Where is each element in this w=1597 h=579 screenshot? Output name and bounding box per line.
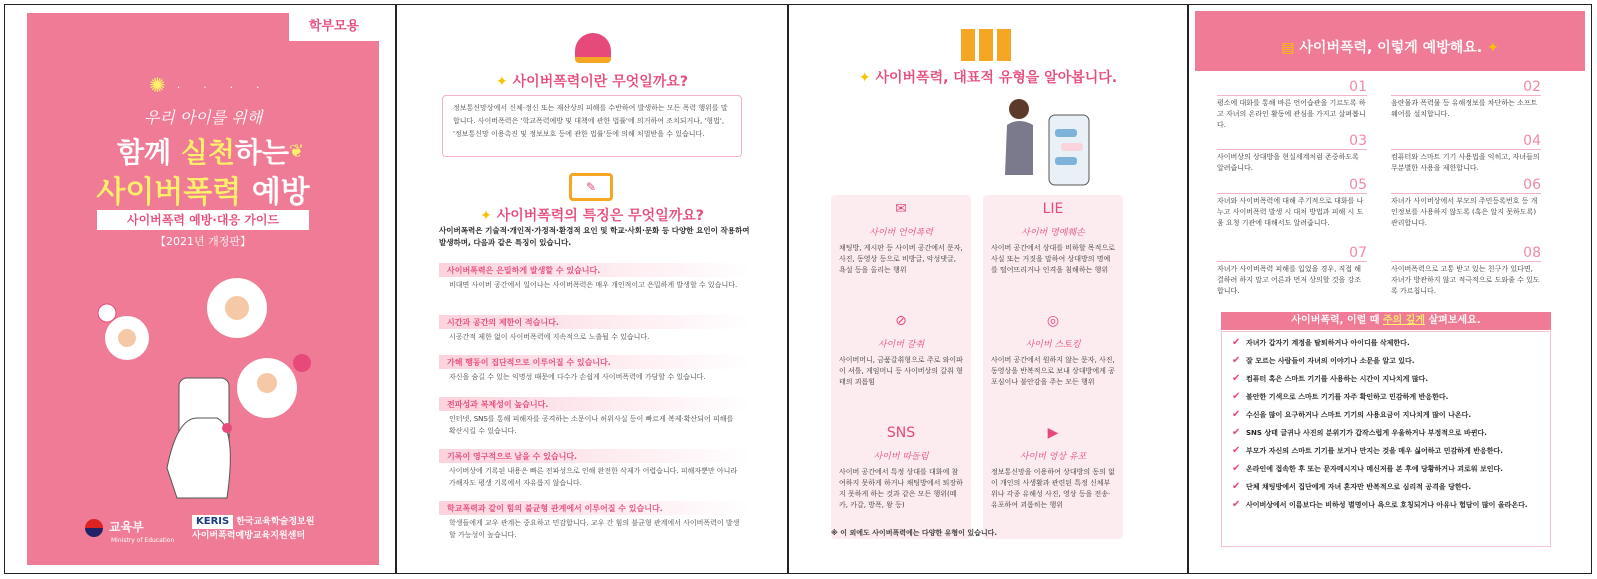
keris-name: 한국교육학술정보원 bbox=[236, 517, 315, 527]
heading-types bbox=[789, 67, 1187, 87]
warning-sign bbox=[1232, 392, 1540, 403]
lie-icon: LIE bbox=[1042, 201, 1064, 217]
check-icon: ✔ bbox=[1232, 481, 1241, 492]
tip-item bbox=[1217, 245, 1367, 297]
tip-item bbox=[1391, 245, 1541, 297]
type-desc: 사이버 공간에서 원하지 않는 문자, 사진, 동영상을 반복적으로 보내 상대방에게 공포심이나 불안감을 주는 모든 행위 bbox=[991, 356, 1115, 386]
feature-item bbox=[439, 263, 751, 293]
title-text: 함께 bbox=[116, 136, 181, 169]
type-card bbox=[983, 307, 1123, 427]
warning-sign bbox=[1232, 482, 1540, 493]
no-wifi-icon: ⊘ bbox=[895, 313, 907, 329]
feature-body: 인터넷, SNS를 통해 피해자를 공격하는 소문이나 허위사실 등이 빠르게 복제·확산되어 피해를 확산시킬 수 있습니다. bbox=[449, 415, 734, 435]
tip-number: 02 bbox=[1391, 79, 1541, 96]
camera-icon: ◎ bbox=[1046, 313, 1060, 329]
sign-text: 불안한 기색으로 스마트 기기를 자주 확인하고 민감하게 반응한다. bbox=[1246, 393, 1449, 401]
header-highlight: 주의 깊게 bbox=[1382, 315, 1426, 326]
title-highlight: 사이버폭력 bbox=[96, 175, 242, 210]
cover-title-line2 bbox=[27, 167, 379, 211]
title-text: 하는 bbox=[234, 136, 290, 169]
type-title: 사이버 갈취 bbox=[877, 340, 925, 350]
tip-number: 07 bbox=[1217, 245, 1367, 262]
warning-sign bbox=[1232, 410, 1540, 421]
folders-icon bbox=[961, 29, 1015, 61]
sign-text: 컴퓨터 혹은 스마트 기기를 사용하는 시간이 지나치게 많다. bbox=[1246, 375, 1429, 383]
check-icon: ✔ bbox=[1232, 409, 1241, 420]
warning-sign bbox=[1232, 428, 1540, 439]
check-icon: ✔ bbox=[1232, 337, 1241, 348]
tip-text: 사이버상의 상대방을 현실세계처럼 존중하도록 알려줍니다. bbox=[1217, 153, 1359, 172]
feature-body: 자신을 숨길 수 있는 익명성 때문에 다수가 손쉽게 사이버폭력에 가담할 수 있습니다. bbox=[449, 373, 706, 381]
tip-text: 컴퓨터와 스마트 기기 사용법을 익히고, 자녀들의 무분별한 사용을 제한합니다. bbox=[1391, 153, 1540, 172]
header-text: 살펴보세요. bbox=[1425, 315, 1481, 326]
heading-what-is bbox=[397, 71, 787, 91]
type-card bbox=[983, 419, 1123, 539]
hand-illustration bbox=[167, 418, 230, 498]
sns-icon: SNS bbox=[886, 425, 916, 441]
heading-features bbox=[397, 205, 787, 225]
types-page bbox=[788, 4, 1188, 574]
siren-icon bbox=[575, 33, 611, 63]
warning-sign bbox=[1232, 446, 1540, 457]
feature-item bbox=[439, 449, 751, 491]
type-card bbox=[983, 195, 1123, 315]
prevention-banner bbox=[1195, 11, 1585, 71]
tip-number: 06 bbox=[1391, 177, 1541, 194]
type-card bbox=[831, 419, 971, 539]
tip-item bbox=[1217, 133, 1367, 174]
check-icon: ✔ bbox=[1232, 355, 1241, 366]
sparkle-icon: ✦ bbox=[858, 70, 876, 86]
sparkle-icon: ✦ bbox=[496, 74, 513, 90]
check-icon: ✔ bbox=[1232, 463, 1241, 474]
lightbulb-icon: ✺ bbox=[149, 73, 166, 97]
check-icon: ✔ bbox=[1232, 427, 1241, 438]
tip-number: 01 bbox=[1217, 79, 1367, 96]
sign-text: 자녀가 갑자기 계정을 탈퇴하거나 아이디를 삭제한다. bbox=[1246, 339, 1410, 347]
tip-item bbox=[1391, 133, 1541, 174]
tip-item bbox=[1391, 79, 1541, 120]
tip-text: 자녀가 사이버상에서 부모의 주민등록번호 등 개인정보를 사용하지 않도록 (혹은 알지 못하도록) 관리합니다. bbox=[1391, 197, 1538, 227]
feature-body: 비대면 사이버 공간에서 일어나는 사이버폭력은 매우 개인적이고 은밀하게 발생할 수 있습니다. bbox=[449, 281, 738, 289]
feature-title: 시간과 공간의 제한이 적습니다. bbox=[439, 315, 751, 329]
feature-body: 학생들에게 교우 관계는 중요하고 민감합니다. 교우 간 힘의 불균형 관계에서 사이버폭력이 발생할 가능성이 높습니다. bbox=[449, 519, 740, 539]
cover-page bbox=[4, 4, 396, 574]
type-card bbox=[831, 195, 971, 315]
type-title: 사이버 명예훼손 bbox=[1021, 228, 1085, 238]
feature-body: 사이버상에 기록된 내용은 빠른 전파성으로 인해 완전한 삭제가 어렵습니다. 피해자뿐만 아니라 가해자도 평생 기록에서 자유롭지 않습니다. bbox=[449, 467, 738, 487]
warning-sign bbox=[1232, 356, 1540, 367]
feature-body: 시공간적 제한 없이 사이버폭력에 지속적으로 노출될 수 있습니다. bbox=[449, 333, 650, 341]
guide-label: 사이버폭력 예방·대응 가이드 bbox=[97, 210, 309, 230]
moe-name: 교육부 bbox=[109, 520, 144, 534]
heading-text: 사이버폭력의 특징은 무엇일까요? bbox=[496, 208, 704, 224]
tip-number: 03 bbox=[1217, 133, 1367, 150]
sparkle-icon: ✦ bbox=[480, 208, 497, 224]
warning-signs-list bbox=[1221, 331, 1551, 547]
feature-title: 기록이 영구적으로 남을 수 있습니다. bbox=[439, 449, 751, 463]
feature-item bbox=[439, 501, 751, 543]
taegeuk-icon bbox=[85, 519, 103, 537]
sign-text: 온라인에 접속한 후 또는 문자메시지나 메신저를 본 후에 당황하거나 괴로워 보인다. bbox=[1246, 465, 1503, 473]
sign-text: 잘 모르는 사람들이 자녀의 이야기나 소문을 알고 있다. bbox=[1246, 357, 1415, 365]
sparkle-icon: ✦ bbox=[1482, 40, 1499, 56]
type-title: 사이버 스토킹 bbox=[1025, 340, 1081, 350]
cover-subtitle: 우리 아이를 위해 bbox=[143, 108, 263, 127]
sparkle-dots-icon: · · · · bbox=[177, 83, 270, 94]
types-footnote: ※ 이 외에도 사이버폭력에는 다양한 유형이 있습니다. bbox=[831, 529, 998, 537]
notebook-icon: ▤ bbox=[1281, 40, 1300, 56]
heading-text: 사이버폭력, 대표적 유형을 알아봅니다. bbox=[875, 70, 1118, 86]
check-icon: ✔ bbox=[1232, 445, 1241, 456]
tip-item bbox=[1217, 177, 1367, 229]
warning-signs-header bbox=[1221, 312, 1551, 330]
feature-item bbox=[439, 397, 751, 439]
edition-label: 【2021년 개정판】 bbox=[155, 235, 251, 248]
feature-title: 사이버폭력은 은밀하게 발생할 수 있습니다. bbox=[439, 263, 751, 277]
title-text: 예방 bbox=[241, 175, 310, 210]
tip-item bbox=[1391, 177, 1541, 229]
prevention-page bbox=[1188, 4, 1592, 574]
type-title: 사이버 언어폭력 bbox=[869, 228, 933, 238]
type-title: 사이버 영상 유포 bbox=[1019, 452, 1087, 462]
heading-text: 사이버폭력이란 무엇일까요? bbox=[512, 74, 688, 90]
sprout-icon: ❦ bbox=[289, 141, 305, 162]
feature-title: 학교폭력과 같이 힘의 불균형 관계에서 이루어질 수 있습니다. bbox=[439, 501, 751, 515]
feature-title: 가해 행동이 집단적으로 이루어질 수 있습니다. bbox=[439, 355, 751, 369]
tip-number: 05 bbox=[1217, 177, 1367, 194]
definition-box: 정보통신망상에서 신체·정신 또는 재산상의 피해를 수반하여 발생하는 모든 폭력 행위를 말합니다. 사이버폭력은 '학교폭력예방 및 대책에 관한 법률'에 의거하여 조치되거나, '형법', '정보통신망 이용촉진 및 정보보호 등에 관한 법률'등에 의해 처벌받을 수 있습니다. bbox=[442, 95, 742, 157]
tip-text: 음란물과 폭력물 등 유해정보를 차단하는 소프트웨어를 설치합니다. bbox=[1391, 99, 1538, 118]
person-phone-illustration bbox=[999, 95, 1109, 195]
type-desc: 사이버머니, 금품갈취형으로 주로 와이파이 셔틀, 게임머니 등 사이버상의 갈취 형태의 괴롭힘 bbox=[839, 356, 963, 386]
feature-item bbox=[439, 315, 751, 345]
warning-sign bbox=[1232, 374, 1540, 385]
type-title: 사이버 따돌림 bbox=[873, 452, 929, 462]
banner-text: 사이버폭력, 이렇게 예방해요. bbox=[1299, 40, 1483, 56]
tip-number: 08 bbox=[1391, 245, 1541, 262]
message-icon: ✉ bbox=[895, 201, 907, 217]
warning-sign bbox=[1232, 500, 1540, 511]
tablet-pen-icon: ✎ bbox=[569, 173, 613, 201]
type-desc: 사이버 공간에서 상대를 비하할 목적으로 사실 또는 거짓을 말하여 상대방의 명예를 떨어뜨리거나 인격을 침해하는 행위 bbox=[991, 244, 1115, 274]
sign-text: 수신을 많이 요구하거나 스마트 기기의 사용요금이 지나치게 많이 나온다. bbox=[1246, 411, 1472, 419]
sign-text: 사이버상에서 이름보다는 비하성 별명이나 욕으로 호칭되거나 아유나 험담이 많이 올라온다. bbox=[1246, 501, 1528, 509]
title-highlight: 실천 bbox=[180, 136, 235, 169]
keris-mark: KERIS bbox=[192, 515, 233, 529]
tip-text: 사이버폭력으로 고통 받고 있는 친구가 있다면, 자녀가 방관하지 않고 적극적으로 도와줄 수 있도록 가르칩니다. bbox=[1391, 265, 1540, 295]
tip-text: 평소에 대화를 통해 바른 언어습관을 기르도록 하고 자녀의 온라인 활동에 관심을 가지고 살펴봅니다. bbox=[1217, 99, 1366, 129]
sign-text: SNS 상태 글귀나 사진의 분위기가 갑작스럽게 우울하거나 부정적으로 바뀐다. bbox=[1246, 429, 1487, 437]
check-icon: ✔ bbox=[1232, 499, 1241, 510]
check-icon: ✔ bbox=[1232, 373, 1241, 384]
moe-logo bbox=[85, 518, 174, 544]
tip-item bbox=[1217, 79, 1367, 131]
features-intro: 사이버폭력은 기술적·개인적·가정적·환경적 요인 및 학교·사회·문화 등 다양한 요인이 작용하여 발생하며, 다음과 같은 특징이 있습니다. bbox=[439, 226, 750, 247]
type-card bbox=[831, 307, 971, 427]
tip-text: 자녀와 사이버폭력에 대해 주기적으로 대화를 나누고 사이버폭력 발생 시 대처 방법과 피해 시 도움 요청 기관에 대해서도 알려줍니다. bbox=[1217, 197, 1364, 227]
tip-number: 04 bbox=[1391, 133, 1541, 150]
keris-logo bbox=[192, 515, 314, 543]
type-desc: 정보통신망을 이용하여 상대방의 동의 없이 개인의 사생활과 관련된 특정 신체부위나 각종 유해성 사진, 영상 등을 전송·유포하여 괴롭히는 행위 bbox=[991, 468, 1115, 509]
check-icon: ✔ bbox=[1232, 391, 1241, 402]
warning-sign bbox=[1232, 464, 1540, 475]
type-desc: 채팅방, 게시판 등 사이버 공간에서 문자, 사진, 동영상 등으로 비방글, 악성댓글, 욕설 등을 올리는 행위 bbox=[839, 244, 963, 274]
center-name: 사이버폭력예방교육지원센터 bbox=[192, 531, 306, 541]
definition-page bbox=[396, 4, 788, 574]
sign-text: 부모가 자신의 스마트 기기를 보거나 만지는 것을 매우 싫어하고 민감하게 반응한다. bbox=[1246, 447, 1503, 455]
sign-text: 단체 채팅방에서 집단에게 자녀 혼자만 반복적으로 심리적 공격을 당한다. bbox=[1246, 483, 1472, 491]
cover-background bbox=[27, 13, 379, 565]
feature-item bbox=[439, 355, 751, 385]
tip-text: 자녀가 사이버폭력 피해를 입었을 경우, 직접 해결하려 하지 말고 어른과 먼저 상의할 것을 강조합니다. bbox=[1217, 265, 1362, 295]
video-play-icon: ▶ bbox=[1047, 425, 1059, 441]
audience-tag: 학부모용 bbox=[289, 13, 379, 41]
feature-title: 전파성과 복제성이 높습니다. bbox=[439, 397, 751, 411]
warning-sign bbox=[1232, 338, 1540, 349]
cover-title-line1 bbox=[27, 131, 379, 171]
header-text: 사이버폭력, 이럴 때 bbox=[1291, 315, 1383, 326]
cover-illustration bbox=[87, 268, 327, 508]
moe-name-en: Ministry of Education bbox=[111, 536, 175, 544]
type-desc: 사이버 공간에서 특정 상대를 대화에 참여하지 못하게 하거나 채팅방에서 퇴장하지 못하게 하는 것과 같은 모든 행위(떼카, 카갈, 방폭, 왕 등) bbox=[839, 468, 963, 509]
